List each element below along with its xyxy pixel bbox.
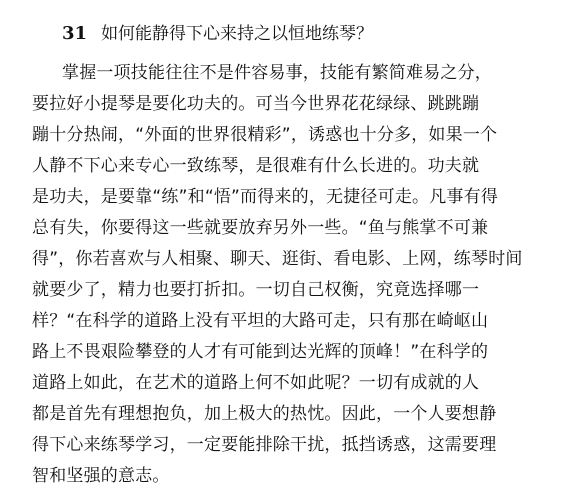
question-number: 31 <box>62 23 88 44</box>
paragraph-line: 是功夫，是要靠“练”和“悟”而得来的，无捷径可走。凡事有得 <box>32 187 499 207</box>
paragraph-line: 样？“在科学的道路上没有平坦的大路可走，只有那在崎岖山 <box>32 311 489 331</box>
paragraph-line: 就要少了，精力也要打折扣。一切自己权衡，究竟选择哪一 <box>32 280 480 300</box>
body-paragraph <box>32 58 562 492</box>
question-heading <box>62 22 373 46</box>
paragraph-line: 要拉好小提琴是要化功夫的。可当今世界花花绿绿、跳跳蹦 <box>32 94 480 114</box>
paragraph-line: 得下心来练琴学习，一定要能排除干扰，抵挡诱惑，这需要理 <box>32 435 497 455</box>
paragraph-line: 道路上如此，在艺术的道路上何不如此呢？一切有成就的人 <box>32 373 480 393</box>
paragraph-line: 都是首先有理想抱负，加上极大的热忱。因此，一个人要想静 <box>32 404 497 424</box>
paragraph-line: 得”，你若喜欢与人相聚、聊天、逛街、看电影、上网，练琴时间 <box>32 249 523 269</box>
paragraph-line: 人静不下心来专心一致练琴，是很难有什么长进的。功夫就 <box>32 156 480 176</box>
question-title: 如何能静得下心来持之以恒地练琴？ <box>101 24 374 44</box>
paragraph-line: 掌握一项技能往往不是件容易事，技能有繁简难易之分， <box>62 63 492 83</box>
paragraph-line: 路上不畏艰险攀登的人才有可能到达光辉的顶峰！”在科学的 <box>32 342 489 362</box>
paragraph-line: 智和坚强的意志。 <box>32 466 170 486</box>
paragraph-line: 总有失，你要得这一些就要放弃另外一些。“鱼与熊掌不可兼 <box>32 218 489 238</box>
paragraph-line: 蹦十分热闹，“外面的世界很精彩”，诱惑也十分多，如果一个 <box>32 125 498 145</box>
